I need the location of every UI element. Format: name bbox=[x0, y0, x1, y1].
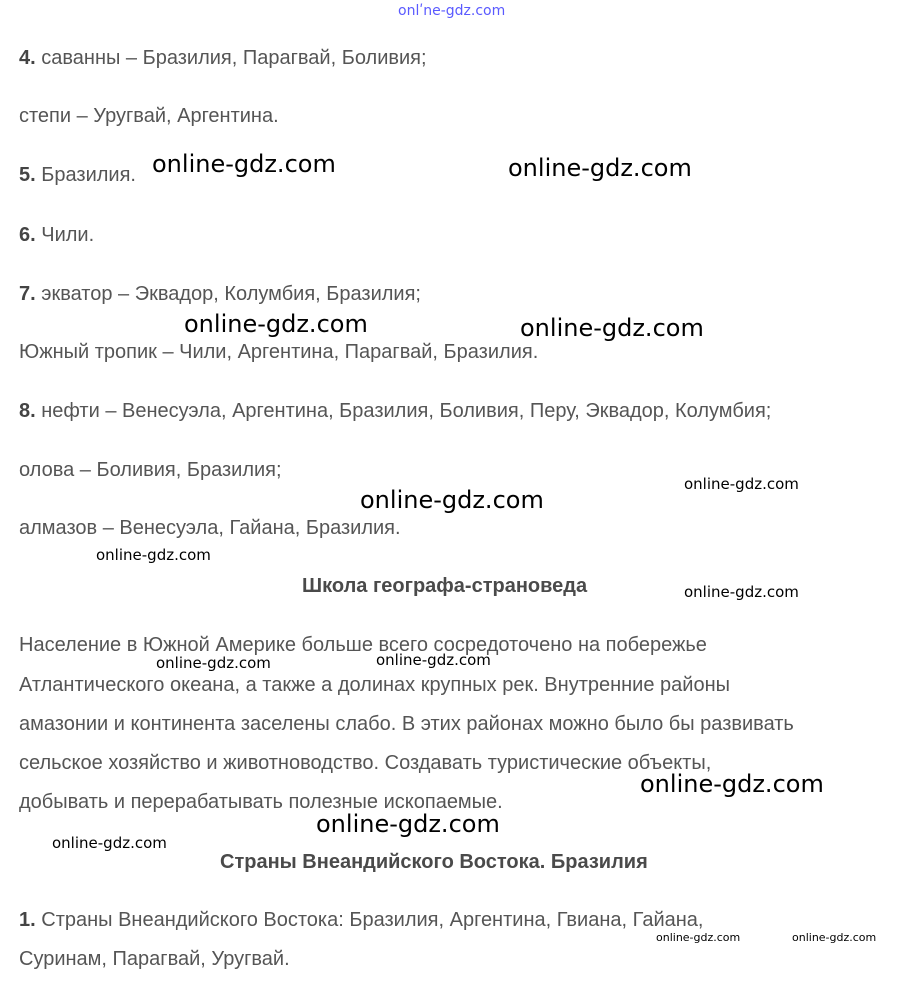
watermark: online-gdz.com bbox=[640, 770, 824, 798]
answer-8-text: нефти – Венесуэла, Аргентина, Бразилия, Боливия, Перу, Эквадор, Колумбия; bbox=[41, 400, 772, 422]
section-heading-brazil: Страны Внеандийского Востока. Бразилия bbox=[220, 851, 648, 873]
brazil-answer-1-number: 1. bbox=[19, 909, 36, 931]
watermark: online-gdz.com bbox=[656, 931, 741, 944]
answer-6-number: 6. bbox=[19, 224, 36, 246]
answer-8-line-3: алмазов – Венесуэла, Гайана, Бразилия. bbox=[19, 517, 401, 539]
watermark: online-gdz.com bbox=[184, 310, 368, 338]
watermark: online-gdz.com bbox=[508, 154, 692, 182]
section-heading-geographer-school: Школа географа-страноведа bbox=[302, 575, 588, 597]
watermark: online-gdz.com bbox=[376, 651, 491, 669]
answer-7-text: экватор – Эквадор, Колумбия, Бразилия; bbox=[41, 283, 421, 305]
watermark: online-gdz.com bbox=[96, 546, 211, 564]
watermark: online-gdz.com bbox=[316, 810, 500, 838]
answer-5 bbox=[19, 163, 136, 187]
watermark: online-gdz.com bbox=[52, 834, 167, 852]
answer-5-number: 5. bbox=[19, 164, 36, 186]
answer-6 bbox=[19, 223, 94, 247]
answer-4-line-1 bbox=[19, 46, 427, 70]
paragraph-line-4: сельское хозяйство и животноводство. Создавать туристические объекты, bbox=[19, 752, 712, 774]
paragraph-line-1: Население в Южной Америке больше всего сосредоточено на побережье bbox=[19, 634, 707, 656]
answer-7-line-2: Южный тропик – Чили, Аргентина, Парагвай, Бразилия. bbox=[19, 341, 539, 363]
watermark: online-gdz.com bbox=[156, 654, 271, 672]
paragraph-line-3: амазонии и континента заселены слабо. В этих районах можно было бы развивать bbox=[19, 713, 794, 735]
watermark: online-gdz.com bbox=[792, 931, 877, 944]
paragraph-line-5: добывать и перерабатывать полезные ископаемые. bbox=[19, 791, 503, 813]
watermark: online-gdz.com bbox=[152, 150, 336, 178]
answer-7-number: 7. bbox=[19, 283, 36, 305]
brazil-answer-1-text: Страны Внеандийского Востока: Бразилия, Аргентина, Гвиана, Гайана, bbox=[41, 909, 704, 931]
answer-8-line-1 bbox=[19, 399, 771, 423]
answer-4-number: 4. bbox=[19, 47, 36, 69]
watermark: online-gdz.com bbox=[684, 475, 799, 493]
watermark: online-gdz.com bbox=[520, 314, 704, 342]
brazil-answer-1-line-2: Суринам, Парагвай, Уругвай. bbox=[19, 948, 290, 970]
brazil-answer-1-line-1 bbox=[19, 908, 703, 932]
watermark: online-gdz.com bbox=[360, 486, 544, 514]
paragraph-line-2: Атлантического океана, а также а долинах крупных рек. Внутренние районы bbox=[19, 674, 730, 696]
watermark-top: onlʹne-gdz.com bbox=[398, 3, 506, 19]
watermark: online-gdz.com bbox=[684, 583, 799, 601]
answer-4-line-2: степи – Уругвай, Аргентина. bbox=[19, 105, 279, 127]
answer-6-text: Чили. bbox=[41, 224, 95, 246]
answer-8-number: 8. bbox=[19, 400, 36, 422]
answer-7-line-1 bbox=[19, 282, 421, 306]
answer-8-line-2: олова – Боливия, Бразилия; bbox=[19, 459, 282, 481]
answer-4-text: саванны – Бразилия, Парагвай, Боливия; bbox=[41, 47, 427, 69]
answer-5-text: Бразилия. bbox=[41, 164, 136, 186]
